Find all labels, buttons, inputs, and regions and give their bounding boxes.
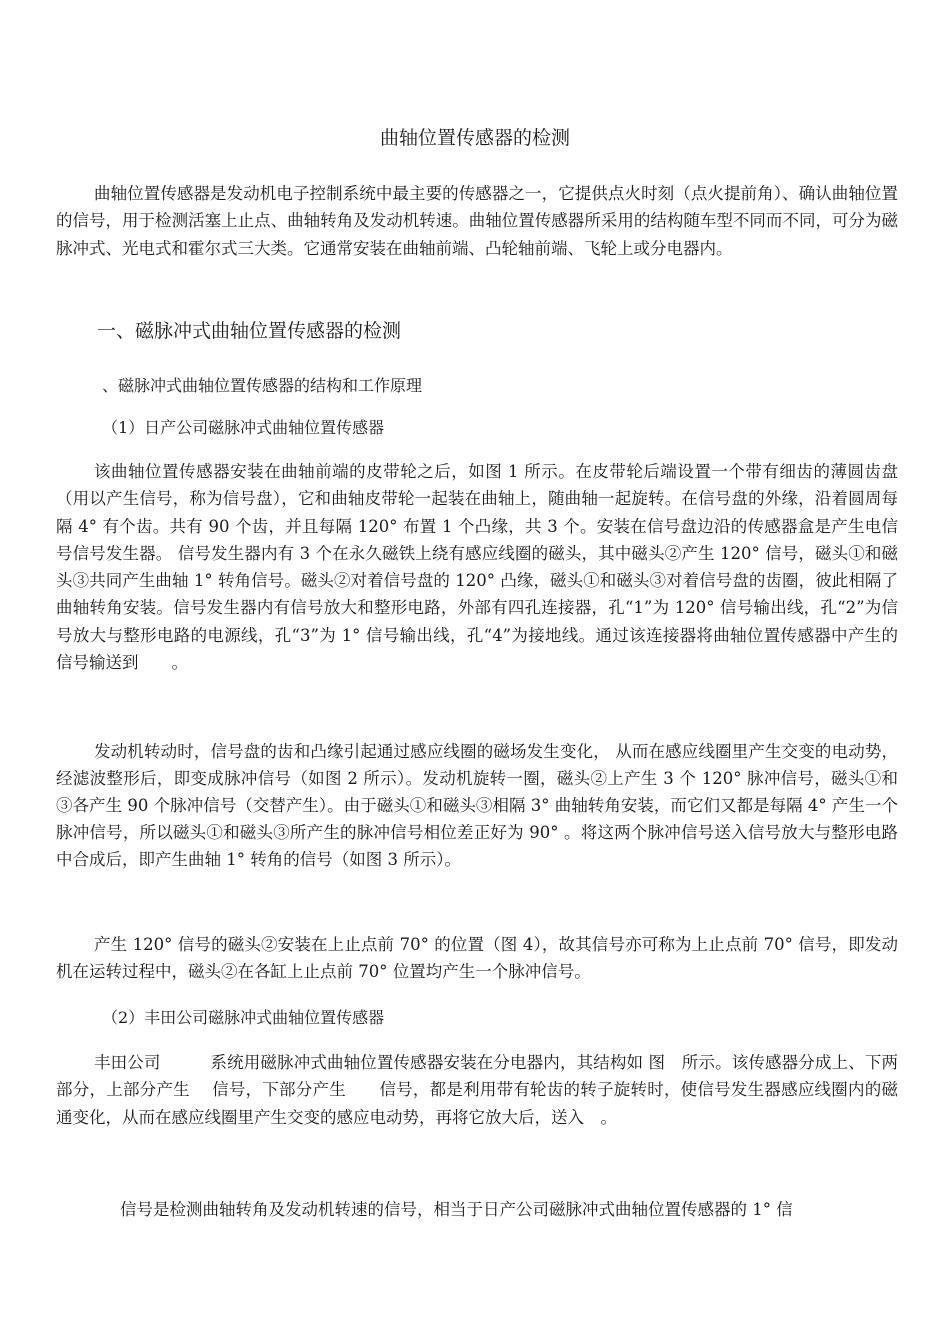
nissan-structure-paragraph: 该曲轴位置传感器安装在曲轴前端的皮带轮之后，如图 1 所示。在皮带轮后端设置一个带有细齿的薄圆齿盘（用以产生信号，称为信号盘），它和曲轴皮带轮一起装在曲轴上，随曲轴一起旋转。在信号盘的外缘，沿着圆周每隔 4° 有个齿。共有 90 个齿，并且每隔 120° 布置 1 个凸缘，共 3 个。安装在信号盘边沿的传感器盒是产生电信号信号发生器。 信号发生器内有 3 个在永久磁铁上绕有感应线圈的磁头，其中磁头②产生 120° 信号，磁头①和磁头③共同产生曲轴 1° 转角信号。磁头②对着信号盘的 120° 凸缘，磁头①和磁头③对着信号盘的齿圈，彼此相隔了曲轴转角安装。信号发生器内有信号放大和整形电路，外部有四孔连接器，孔“1”为 120° 信号输出线，孔“2”为信号放大与整形电路的电源线，孔“3”为 1° 信号输出线，孔“4”为接地线。通过该连接器将曲轴位置传感器中产生的信号输送到 。	[56, 462, 898, 673]
toyota-structure-paragraph: 丰田公司 系统用磁脉冲式曲轴位置传感器安装在分电器内，其结构如 图 所示。该传感器分成上、下两部分，上部分产生 信号，下部分产生 信号，都是利用带有轮齿的转子旋转时，使信号发生器感应线圈内的磁通变化，从而在感应线圈里产生交变的感应电动势，再将它放大后，送入 。	[56, 1053, 898, 1127]
section-heading: 一、磁脉冲式曲轴位置传感器的检测	[97, 320, 402, 342]
item-heading-nissan: （1）日产公司磁脉冲式曲轴位置传感器	[102, 418, 385, 437]
item-heading-toyota: （2）丰田公司磁脉冲式曲轴位置传感器	[102, 1008, 385, 1027]
subsection-heading: 、磁脉冲式曲轴位置传感器的结构和工作原理	[102, 376, 423, 395]
document-title: 曲轴位置传感器的检测	[379, 127, 570, 149]
intro-paragraph: 曲轴位置传感器是发动机电子控制系统中最主要的传感器之一，它提供点火时刻（点火提前角）、确认曲轴位置的信号，用于检测活塞上止点、曲轴转角及发动机转速。曲轴位置传感器所采用的结构随车型不同而不同，可分为磁脉冲式、光电式和霍尔式三大类。它通常安装在曲轴前端、凸轮轴前端、飞轮上或分电器内。	[56, 184, 898, 258]
nissan-tdc-paragraph: 产生 120° 信号的磁头②安装在上止点前 70° 的位置（图 4），故其信号亦可称为上止点前 70° 信号，即发动机在运转过程中，磁头②在各缸上止点前 70° 位置均产生一个脉冲信号。	[56, 935, 898, 982]
toyota-signal-paragraph: 信号是检测曲轴转角及发动机转速的信号，相当于日产公司磁脉冲式曲轴位置传感器的 1° 信	[120, 1200, 793, 1219]
nissan-operation-paragraph: 发动机转动时，信号盘的齿和凸缘引起通过感应线圈的磁场发生变化， 从而在感应线圈里产生交变的电动势，经滤波整形后，即变成脉冲信号（如图 2 所示）。发动机旋转一圈，磁头②上产生 3 个 120° 脉冲信号，磁头①和③各产生 90 个脉冲信号（交替产生）。由于磁头①和磁头③相隔 3° 曲轴转角安装，而它们又都是每隔 4° 产生一个脉冲信号，所以磁头①和磁头③所产生的脉冲信号相位差正好为 90° 。将这两个脉冲信号送入信号放大与整形电路中合成后，即产生曲轴 1° 转角的信号（如图 3 所示）。	[56, 742, 898, 869]
